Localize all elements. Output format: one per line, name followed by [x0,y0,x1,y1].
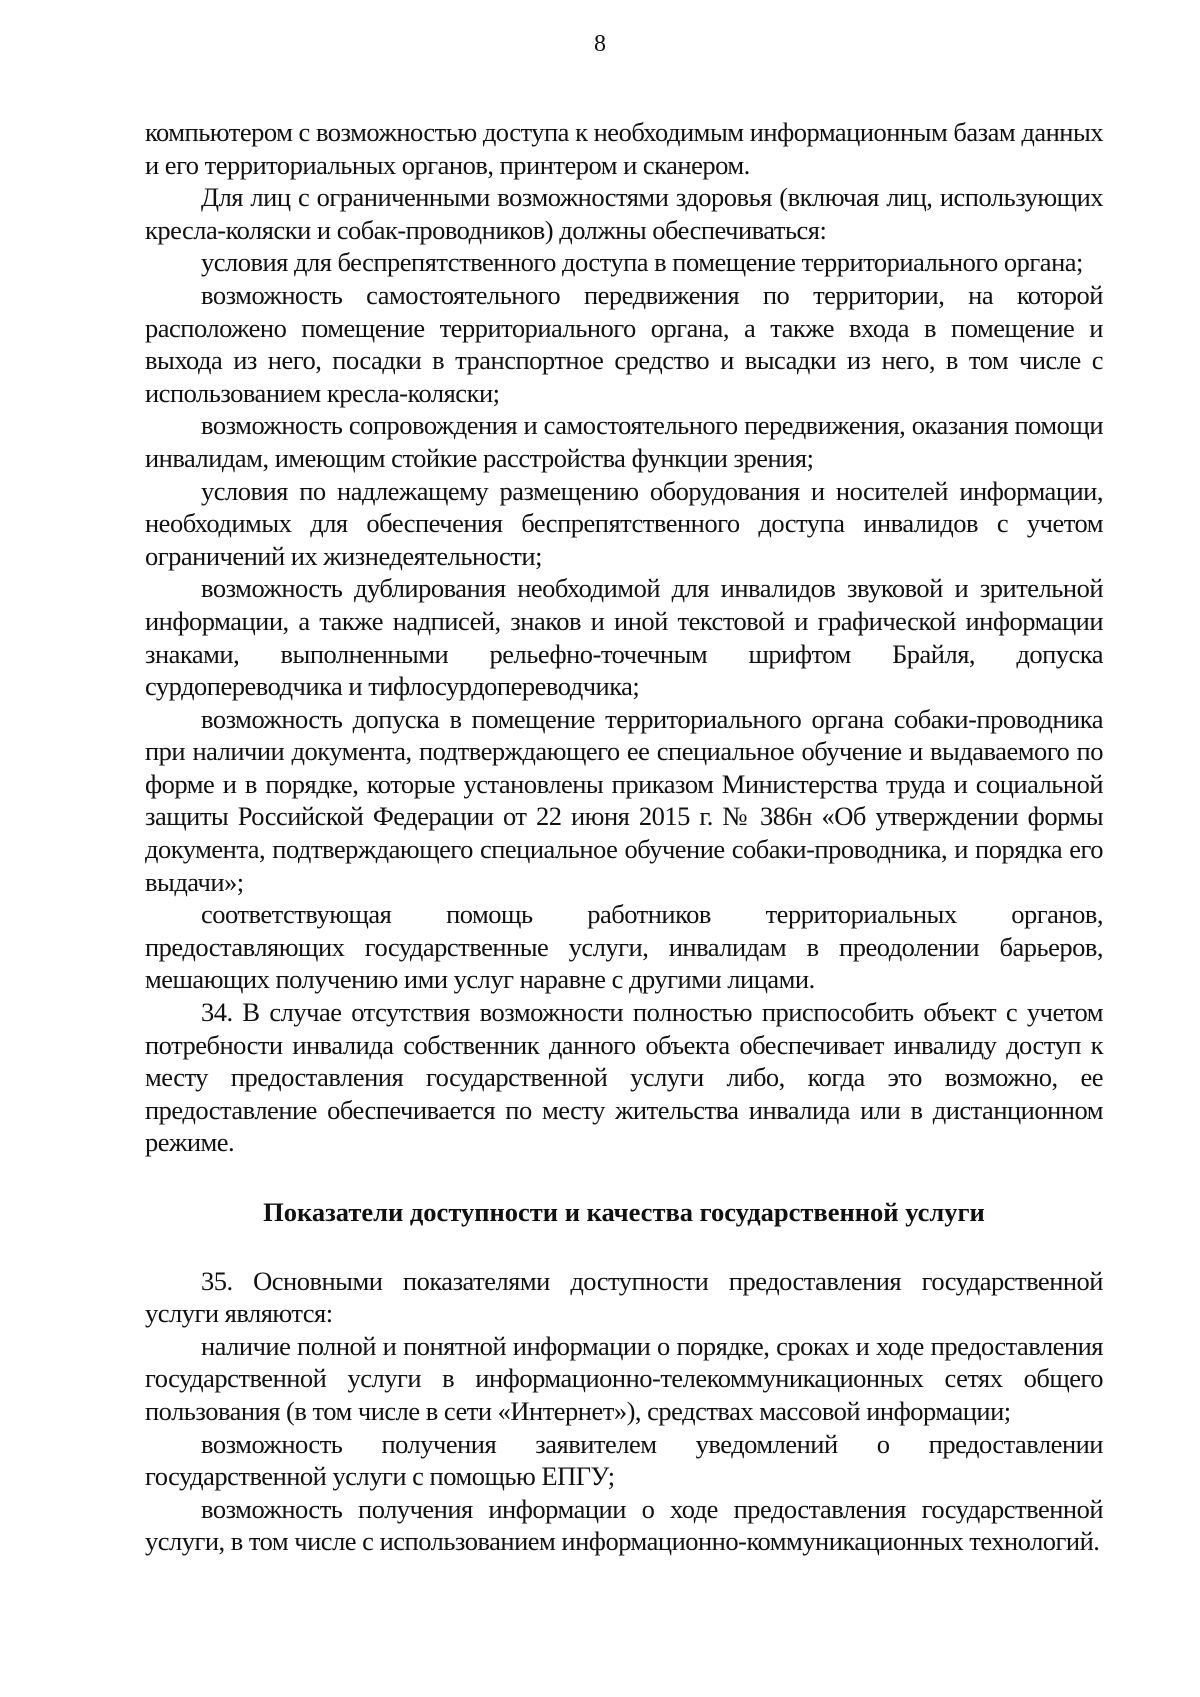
paragraph-information-duplication: возможность дублирования необходимой для инвалидов звуковой и зрительной информации, а также надписей, знаков и иной текстовой и графической информации знаками, выполненными рельефно-точечным шрифтом Брайля, допуска сурдопереводчика и тифлосурдопереводчика; [145,573,1103,702]
paragraph-staff-assistance: соответствующая помощь работников территориальных органов, предоставляющих государственные услуги, инвалидам в преодолении барьеров, мешающих получению ими услуг наравне с другими лицами. [145,899,1103,995]
paragraph-equipment-placement: условия по надлежащему размещению оборудования и носителей информации, необходимых для обеспечения беспрепятственного доступа инвалидов с учетом ограничений их жизнедеятельности; [145,475,1103,571]
paragraph-independent-movement: возможность самостоятельного передвижения по территории, на которой расположено помещение территориального органа, а также входа в помещение и выхода из него, посадки в транспортное средство и высадки из него, в том числе с использованием кресла-коляски; [145,279,1103,408]
document-body [145,116,1103,1558]
paragraph-escort-assistance: возможность сопровождения и самостоятельного передвижения, оказания помощи инвалидам, имеющим стойкие расстройства функции зрения; [145,410,1103,473]
page-number: 8 [594,31,606,57]
paragraph-continuation: компьютером с возможностью доступа к необходимым информационным базам данных и его территориальных органов, принтером и сканером. [145,117,1103,180]
section-heading: Показатели доступности и качества государственной услуги [263,1197,985,1227]
paragraph-information-availability: наличие полной и понятной информации о порядке, сроках и ходе предоставления государственной услуги в информационно-телекоммуникационных сетях общего пользования (в том числе в сети «Интернет»), средствах массовой информации; [145,1330,1103,1426]
paragraph-access-conditions: условия для беспрепятственного доступа в помещение территориального органа; [201,247,1083,278]
paragraph-disabled-persons-intro: Для лиц с ограниченными возможностями здоровья (включая лиц, использующих кресла-коляски и собак-проводников) должны обеспечиваться: [145,182,1103,245]
paragraph-item-35: 35. Основными показателями доступности предоставления государственной услуги являются: [145,1265,1103,1329]
paragraph-progress-information: возможность получения информации о ходе предоставления государственной услуги, в том числе с использованием информационно-коммуникационных технологий. [145,1493,1103,1557]
paragraph-item-34: 34. В случае отсутствия возможности полностью приспособить объект с учетом потребности инвалида собственник данного объекта обеспечивает инвалиду доступ к месту предоставления государственной услуги либо, когда это возможно, ее предоставление обеспечивается по месту жительства инвалида или в дистанционном режиме. [145,997,1103,1158]
paragraph-notifications-epgu: возможность получения заявителем уведомлений о предоставлении государственной услуги с помощью ЕПГУ; [145,1428,1103,1492]
paragraph-guide-dog-admission: возможность допуска в помещение территориального органа собаки-проводника при наличии документа, подтверждающего ее специальное обучение и выдаваемого по форме и в порядке, которые установлены приказом Министерства труда и социальной защиты Российской Федерации от 22 июня 2015 г. № 386н «Об утверждении формы документа, подтверждающего специальное обучение собаки-проводника, и порядка его выдачи»; [145,703,1103,897]
